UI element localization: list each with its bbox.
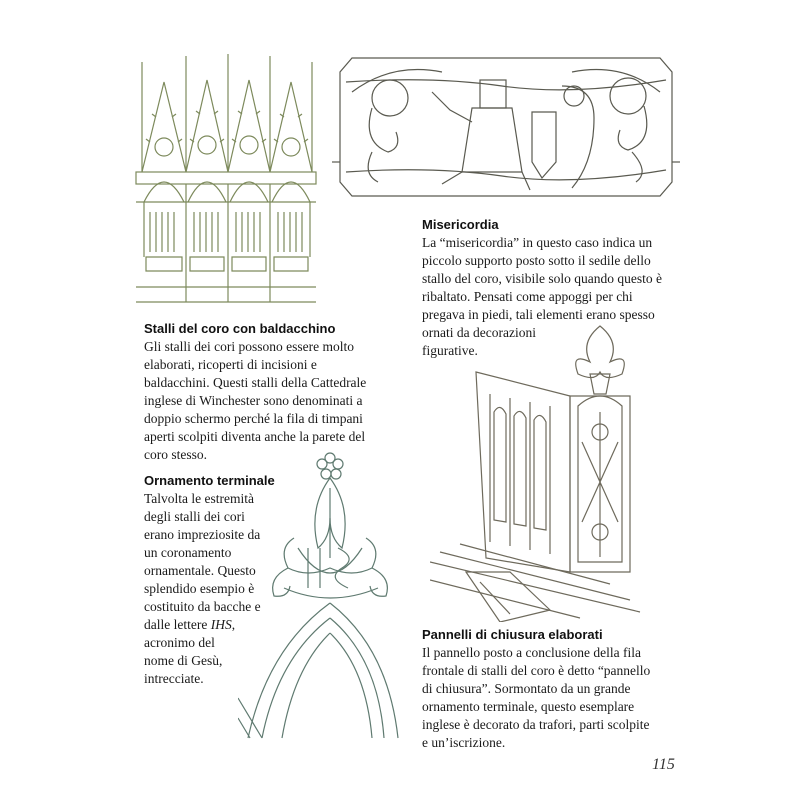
text-line: stallo del coro, visibile solo quando questo è [422,271,662,286]
end-panel-illustration [430,322,650,622]
text-line: dalle lettere IHS, [144,617,236,632]
text-line: aperti scolpiti diventa anche la parete del [144,429,366,444]
finial-heading: Ornamento terminale [144,473,275,488]
text-line: pregava in piedi, tali elementi erano spesso [422,307,655,322]
choir-stalls-heading: Stalli del coro con baldacchino [144,321,336,336]
text-line: doppio schermo perché la fila di timpani [144,411,363,426]
text-line: Gli stalli dei cori possono essere molto [144,339,354,354]
choir-stalls-section [144,320,404,464]
text-line: di chiusura”. Sormontato da un grande [422,681,631,696]
choir-stalls-illustration [130,52,322,307]
misericord-illustration [332,52,680,202]
text-line: ornamentale. Questo [144,563,256,578]
finial-section [144,472,289,688]
text-line: erano impreziosite da [144,527,261,542]
text-line: Talvolta le estremità [144,491,255,506]
end-panel-body [422,644,692,752]
text-line: frontale di stalli del coro è detto “pannello [422,663,651,678]
text-line: degli stalli dei cori [144,509,245,524]
end-panel-section [422,626,692,752]
text-line: intrecciate. [144,671,204,686]
text-line: La “misericordia” in questo caso indica un [422,235,653,250]
text-line: nome di Gesù, [144,653,223,668]
text-line: ornati da decorazioni [422,325,536,340]
text-line: baldacchini. Questi stalli della Cattedrale [144,375,367,390]
text-line: coro stesso. [144,447,207,462]
choir-stalls-body [144,338,404,464]
text-line: e un’iscrizione. [422,735,506,750]
text-line: Il pannello posto a conclusione della fila [422,645,641,660]
ihs-acronym: IHS [210,617,232,632]
finial-body [144,490,289,688]
text-line: splendido esempio è [144,581,255,596]
text-line: un coronamento [144,545,232,560]
text-line: costituito da bacche e [144,599,261,614]
text-line: elaborati, ricoperti di incisioni e [144,357,317,372]
text-line: inglese di Winchester sono denominati a [144,393,363,408]
text-line: acronimo del [144,635,215,650]
text-line: ornamento terminale, questo esemplare [422,699,635,714]
text-line: ribaltato. Pensati come appoggi per chi [422,289,633,304]
end-panel-heading: Pannelli di chiusura elaborati [422,627,603,642]
text-line: figurative. [422,343,478,358]
text-line: piccolo supporto posto sotto il sedile dello [422,253,651,268]
page-number: 115 [652,756,675,773]
misericord-heading: Misericordia [422,217,499,232]
text-line: inglese è decorato da trafori, parti scolpite [422,717,650,732]
